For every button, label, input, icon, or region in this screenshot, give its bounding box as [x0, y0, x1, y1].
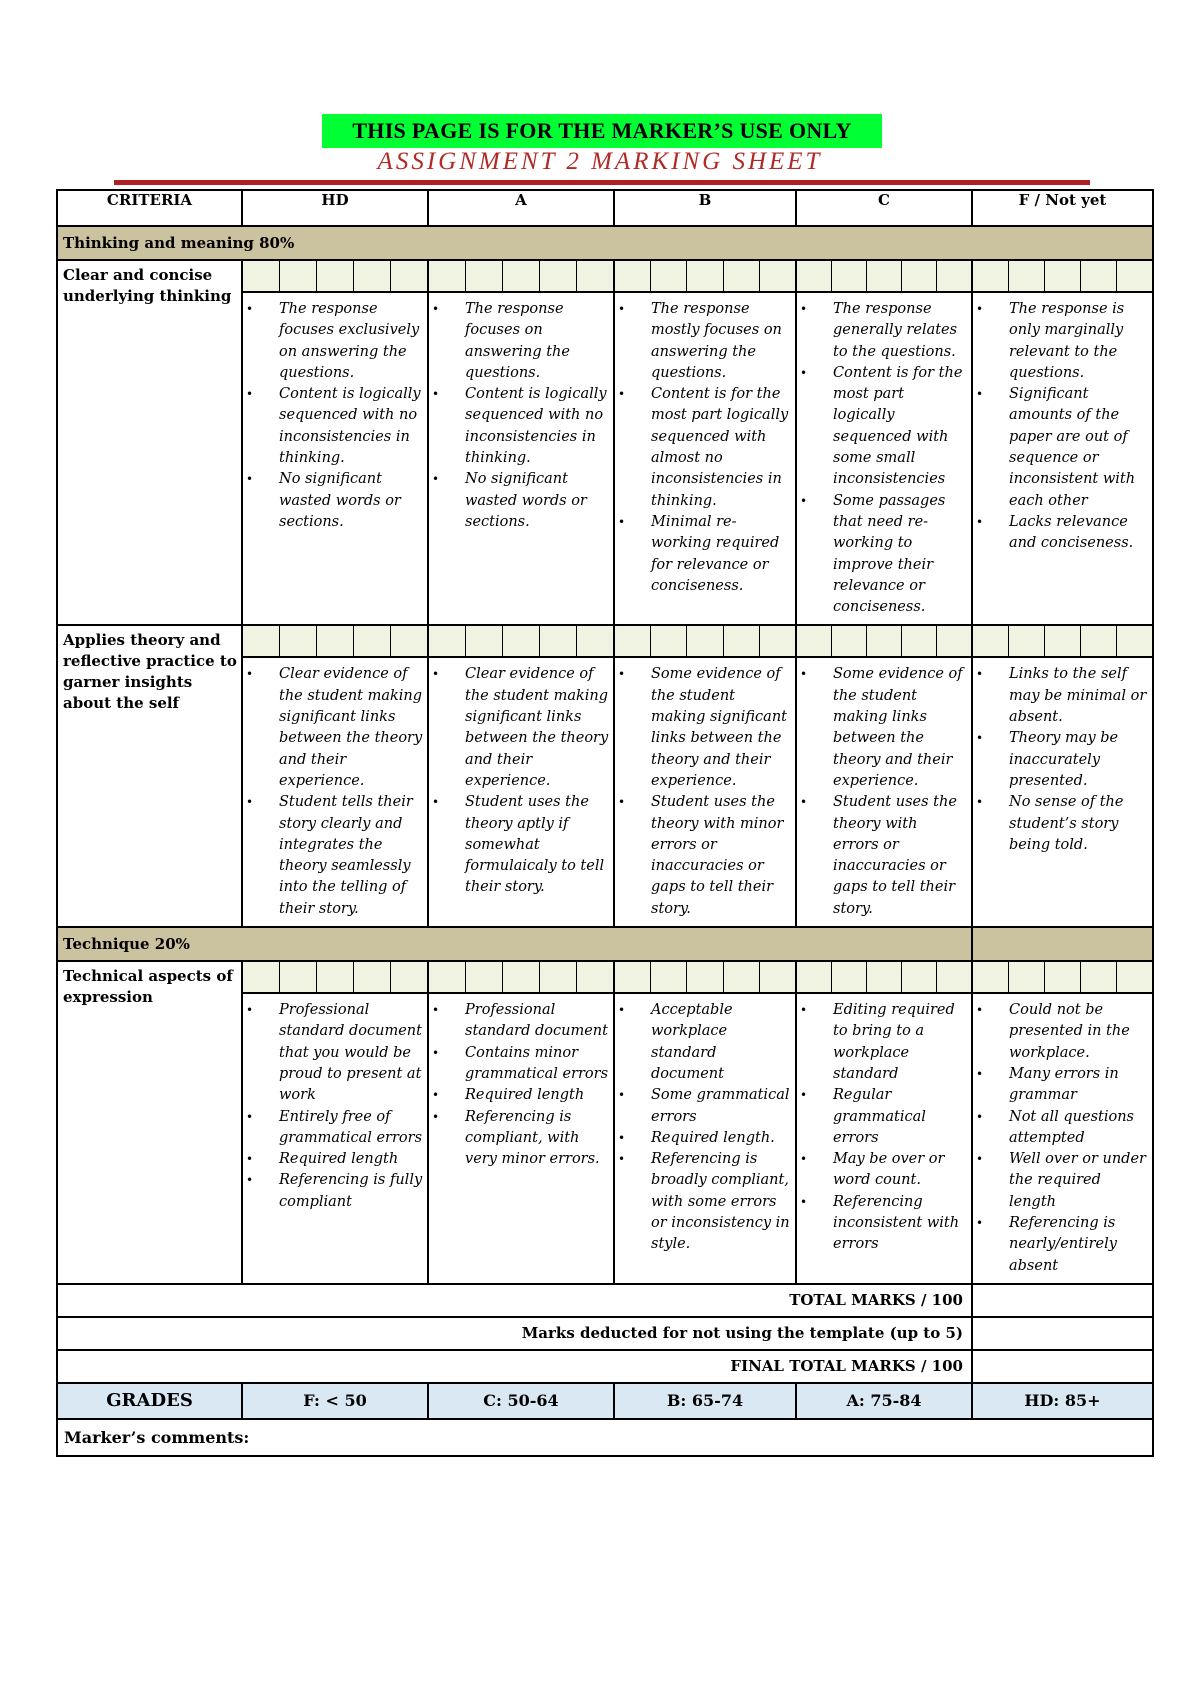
mark-box[interactable]	[832, 626, 867, 656]
mark-box[interactable]	[280, 261, 317, 291]
marks-deducted-row	[57, 1317, 1153, 1350]
descriptor-item: • Referencing is fully compliant	[279, 1170, 423, 1213]
mark-boxes	[243, 962, 427, 994]
mark-box[interactable]	[760, 626, 795, 656]
descriptor-cell	[614, 961, 796, 1284]
descriptor-item: • Student uses the theory with minor errors or inaccuracies or gaps to tell their story.	[651, 792, 791, 920]
mark-box[interactable]	[760, 962, 795, 992]
grades-label: GRADES	[57, 1383, 242, 1419]
descriptor-item: • Referencing inconsistent with errors	[833, 1192, 967, 1256]
mark-box[interactable]	[1045, 626, 1081, 656]
mark-box[interactable]	[902, 626, 937, 656]
grade-band: F: < 50	[242, 1383, 428, 1419]
mark-box[interactable]	[937, 962, 971, 992]
descriptor-item: • Some evidence of the student making significant links between the theory and their experience.	[651, 664, 791, 792]
page-title: THIS PAGE IS FOR THE MARKER’S USE ONLY	[352, 118, 852, 143]
descriptor-item: • Student uses the theory with errors or inaccuracies or gaps to tell their story.	[833, 792, 967, 920]
mark-boxes	[429, 626, 613, 658]
column-header: CRITERIA	[57, 190, 242, 226]
mark-box[interactable]	[615, 261, 651, 291]
final-total-value[interactable]	[972, 1350, 1153, 1383]
descriptor-cell	[796, 961, 972, 1284]
mark-box[interactable]	[1117, 261, 1152, 291]
descriptor-item: • Some evidence of the student making links between the theory and their experience.	[833, 664, 967, 792]
mark-box[interactable]	[760, 261, 795, 291]
column-header: C	[796, 190, 972, 226]
descriptor-item: • Content is logically sequenced with no inconsistencies in thinking.	[279, 384, 423, 469]
mark-box[interactable]	[466, 962, 503, 992]
descriptor-cell	[428, 260, 614, 625]
criterion-name: Applies theory and reflective practice to garner insights about the self	[57, 625, 242, 927]
mark-box[interactable]	[973, 962, 1009, 992]
descriptor-list	[429, 293, 613, 539]
mark-box[interactable]	[391, 626, 427, 656]
descriptor-list	[615, 658, 795, 926]
mark-box[interactable]	[724, 261, 760, 291]
mark-box[interactable]	[687, 626, 723, 656]
total-marks-value[interactable]	[972, 1284, 1153, 1317]
mark-box[interactable]	[429, 261, 466, 291]
mark-box[interactable]	[724, 626, 760, 656]
descriptor-item: • Professional standard document that you would be proud to present at work	[279, 1000, 423, 1106]
descriptor-list	[615, 994, 795, 1262]
descriptor-list	[243, 658, 427, 926]
descriptor-item: • Clear evidence of the student making significant links between the theory and their experience.	[279, 664, 423, 792]
mark-box[interactable]	[724, 962, 760, 992]
mark-box[interactable]	[1009, 962, 1045, 992]
descriptor-item: • Content is for the most part logically sequenced with some small inconsistencies	[833, 363, 967, 491]
descriptor-item: • Editing required to bring to a workplace standard	[833, 1000, 967, 1085]
descriptor-item: • The response is only marginally relevant to the questions.	[1009, 299, 1148, 384]
mark-box[interactable]	[797, 626, 832, 656]
total-marks-label: TOTAL MARKS / 100	[57, 1284, 972, 1317]
mark-box[interactable]	[354, 962, 391, 992]
descriptor-item: • Not all questions attempted	[1009, 1107, 1148, 1150]
descriptor-item: • The response generally relates to the questions.	[833, 299, 967, 363]
mark-box[interactable]	[280, 962, 317, 992]
descriptor-item: • Referencing is nearly/entirely absent	[1009, 1213, 1148, 1277]
descriptor-item: • Some grammatical errors	[651, 1085, 791, 1128]
mark-box[interactable]	[1081, 626, 1117, 656]
descriptor-item: • Professional standard document	[465, 1000, 609, 1043]
descriptor-item: • Student uses the theory aptly if somewhat formulaicaly to tell their story.	[465, 792, 609, 898]
mark-box[interactable]	[1045, 962, 1081, 992]
mark-box[interactable]	[577, 626, 613, 656]
mark-box[interactable]	[503, 261, 540, 291]
mark-box[interactable]	[503, 962, 540, 992]
descriptor-item: • Required length	[465, 1085, 609, 1106]
mark-box[interactable]	[391, 962, 427, 992]
mark-boxes	[973, 261, 1152, 293]
descriptor-cell	[796, 260, 972, 625]
descriptor-cell	[428, 961, 614, 1284]
descriptor-item: • Contains minor grammatical errors	[465, 1043, 609, 1086]
mark-boxes	[797, 962, 971, 994]
mark-box[interactable]	[1009, 261, 1045, 291]
mark-box[interactable]	[973, 626, 1009, 656]
grade-band: HD: 85+	[972, 1383, 1153, 1419]
descriptor-list	[797, 293, 971, 624]
mark-boxes	[797, 626, 971, 658]
descriptor-item: • Acceptable workplace standard document	[651, 1000, 791, 1085]
descriptor-item: • No significant wasted words or sections.	[465, 469, 609, 533]
mark-box[interactable]	[577, 261, 613, 291]
descriptor-item: • Content is logically sequenced with no inconsistencies in thinking.	[465, 384, 609, 469]
mark-box[interactable]	[1045, 261, 1081, 291]
marks-deducted-label: Marks deducted for not using the template (up to 5)	[57, 1317, 972, 1350]
descriptor-list	[429, 658, 613, 904]
mark-box[interactable]	[867, 261, 902, 291]
mark-box[interactable]	[867, 962, 902, 992]
final-total-label: FINAL TOTAL MARKS / 100	[57, 1350, 972, 1383]
mark-box[interactable]	[243, 626, 280, 656]
mark-box[interactable]	[832, 962, 867, 992]
mark-box[interactable]	[797, 261, 832, 291]
mark-box[interactable]	[243, 261, 280, 291]
mark-box[interactable]	[1009, 626, 1045, 656]
descriptor-item: • Could not be presented in the workplace.	[1009, 1000, 1148, 1064]
descriptor-list	[615, 293, 795, 603]
grades-row	[57, 1383, 1153, 1419]
descriptor-item: • Well over or under the required length	[1009, 1149, 1148, 1213]
total-marks-row	[57, 1284, 1153, 1317]
descriptor-item: • No sense of the student’s story being told.	[1009, 792, 1148, 856]
column-header: A	[428, 190, 614, 226]
mark-box[interactable]	[615, 962, 651, 992]
descriptor-cell	[428, 625, 614, 927]
mark-box[interactable]	[651, 626, 687, 656]
descriptor-item: • No significant wasted words or sections.	[279, 469, 423, 533]
descriptor-item: • Many errors in grammar	[1009, 1064, 1148, 1107]
mark-box[interactable]	[354, 626, 391, 656]
descriptor-item: • Clear evidence of the student making significant links between the theory and their experience.	[465, 664, 609, 792]
mark-box[interactable]	[466, 626, 503, 656]
mark-box[interactable]	[687, 962, 723, 992]
marking-rubric-table	[56, 189, 1154, 1457]
descriptor-item: • The response focuses on answering the questions.	[465, 299, 609, 384]
descriptor-item: • Content is for the most part logically sequenced with almost no inconsistencies in thinking.	[651, 384, 791, 512]
descriptor-cell	[972, 625, 1153, 927]
grade-band: A: 75-84	[796, 1383, 972, 1419]
mark-box[interactable]	[540, 626, 577, 656]
descriptor-item: • Links to the self may be minimal or absent.	[1009, 664, 1148, 728]
section-blank-cell	[972, 927, 1153, 961]
mark-box[interactable]	[429, 626, 466, 656]
mark-box[interactable]	[797, 962, 832, 992]
descriptor-list	[243, 994, 427, 1219]
mark-box[interactable]	[317, 626, 354, 656]
mark-box[interactable]	[429, 962, 466, 992]
mark-box[interactable]	[540, 261, 577, 291]
marker-comments-field[interactable]: Marker’s comments:	[57, 1419, 1153, 1456]
column-header: F / Not yet	[972, 190, 1153, 226]
descriptor-item: • Required length	[279, 1149, 423, 1170]
mark-boxes	[615, 261, 795, 293]
criterion-row	[57, 625, 1153, 927]
mark-box[interactable]	[1081, 261, 1117, 291]
descriptor-item: • Lacks relevance and conciseness.	[1009, 512, 1148, 555]
descriptor-item: • Referencing is compliant, with very minor errors.	[465, 1107, 609, 1171]
mark-box[interactable]	[687, 261, 723, 291]
descriptor-item: • Referencing is broadly compliant, with some errors or inconsistency in style.	[651, 1149, 791, 1255]
mark-box[interactable]	[973, 261, 1009, 291]
descriptor-cell	[242, 961, 428, 1284]
descriptor-item: • Theory may be inaccurately presented.	[1009, 728, 1148, 792]
mark-box[interactable]	[937, 261, 971, 291]
descriptor-item: • Minimal re-working required for relevance or conciseness.	[651, 512, 791, 597]
mark-box[interactable]	[1117, 962, 1152, 992]
descriptor-item: • The response mostly focuses on answering the questions.	[651, 299, 791, 384]
mark-box[interactable]	[280, 626, 317, 656]
mark-boxes	[243, 626, 427, 658]
mark-box[interactable]	[615, 626, 651, 656]
descriptor-cell	[796, 625, 972, 927]
descriptor-list	[429, 994, 613, 1176]
mark-box[interactable]	[540, 962, 577, 992]
descriptor-item: • The response focuses exclusively on answering the questions.	[279, 299, 423, 384]
descriptor-item: • May be over or word count.	[833, 1149, 967, 1192]
mark-box[interactable]	[243, 962, 280, 992]
mark-box[interactable]	[577, 962, 613, 992]
mark-boxes	[797, 261, 971, 293]
descriptor-list	[973, 658, 1152, 862]
comments-row	[57, 1419, 1153, 1456]
final-total-row	[57, 1350, 1153, 1383]
mark-boxes	[973, 962, 1152, 994]
descriptor-item: • Significant amounts of the paper are out of sequence or inconsistent with each other	[1009, 384, 1148, 512]
mark-box[interactable]	[391, 261, 427, 291]
criterion-row	[57, 961, 1153, 1284]
column-header: B	[614, 190, 796, 226]
descriptor-list	[973, 994, 1152, 1283]
mark-box[interactable]	[1117, 626, 1152, 656]
mark-box[interactable]	[503, 626, 540, 656]
section-label: Thinking and meaning 80%	[57, 226, 1153, 260]
mark-boxes	[615, 626, 795, 658]
section-row	[57, 927, 1153, 961]
mark-boxes	[243, 261, 427, 293]
section-label: Technique 20%	[57, 927, 972, 961]
criterion-name: Clear and concise underlying thinking	[57, 260, 242, 625]
descriptor-item: • Some passages that need re-working to improve their relevance or conciseness.	[833, 491, 967, 619]
descriptor-item: • Regular grammatical errors	[833, 1085, 967, 1149]
descriptor-list	[973, 293, 1152, 561]
mark-boxes	[429, 962, 613, 994]
descriptor-item: • Required length.	[651, 1128, 791, 1149]
mark-box[interactable]	[317, 962, 354, 992]
mark-box[interactable]	[651, 261, 687, 291]
descriptor-cell	[972, 260, 1153, 625]
descriptor-list	[243, 293, 427, 539]
mark-boxes	[615, 962, 795, 994]
descriptor-cell	[614, 625, 796, 927]
grade-band: C: 50-64	[428, 1383, 614, 1419]
descriptor-cell	[972, 961, 1153, 1284]
criterion-name: Technical aspects of expression	[57, 961, 242, 1284]
descriptor-list	[797, 658, 971, 926]
mark-boxes	[973, 626, 1152, 658]
descriptor-cell	[242, 260, 428, 625]
mark-box[interactable]	[354, 261, 391, 291]
mark-boxes	[429, 261, 613, 293]
mark-box[interactable]	[902, 261, 937, 291]
mark-box[interactable]	[867, 626, 902, 656]
descriptor-list	[797, 994, 971, 1262]
grade-band: B: 65-74	[614, 1383, 796, 1419]
descriptor-cell	[614, 260, 796, 625]
column-header: HD	[242, 190, 428, 226]
mark-box[interactable]	[466, 261, 503, 291]
title-divider	[114, 180, 1090, 185]
mark-box[interactable]	[1081, 962, 1117, 992]
section-row	[57, 226, 1153, 260]
column-header-row	[57, 190, 1153, 226]
mark-box[interactable]	[317, 261, 354, 291]
mark-box[interactable]	[937, 626, 971, 656]
descriptor-cell	[242, 625, 428, 927]
descriptor-item: • Student tells their story clearly and integrates the theory seamlessly into the telling of their story.	[279, 792, 423, 920]
criterion-row	[57, 260, 1153, 625]
marks-deducted-value[interactable]	[972, 1317, 1153, 1350]
mark-box[interactable]	[902, 962, 937, 992]
mark-box[interactable]	[651, 962, 687, 992]
sheet-title: ASSIGNMENT 2 MARKING SHEET	[377, 148, 823, 175]
mark-box[interactable]	[832, 261, 867, 291]
descriptor-item: • Entirely free of grammatical errors	[279, 1107, 423, 1150]
